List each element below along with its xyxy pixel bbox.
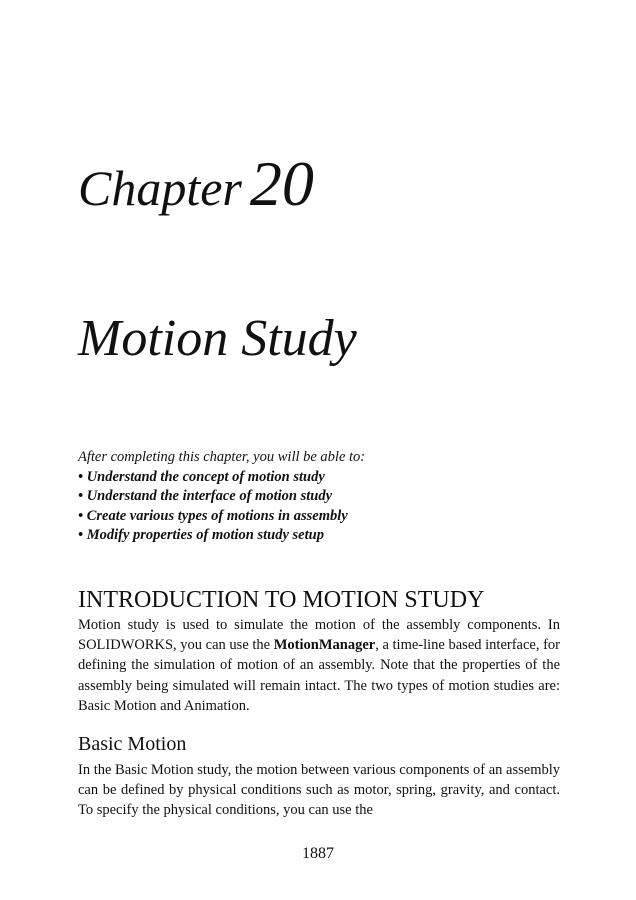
page-number: 1887 [302, 845, 334, 862]
objective-item: • Understand the interface of motion study [78, 488, 333, 504]
objective-item: • Create various types of motions in assembly [78, 507, 348, 524]
objectives-list [78, 468, 568, 546]
intro-paragraph-text-start: Motion study is used to simulate the motion of the assembly components. In SOLIDWORKS, you can use the [78, 617, 560, 654]
objective-item: • Understand the concept of motion study [78, 468, 325, 485]
chapter-label: Chapter [78, 160, 242, 216]
basic-motion-paragraph: In the Basic Motion study, the motion between various components of an assembly can be defined by physical conditions such as motor, spring, gravity, and contact. To specify the physical conditions, you can use the [78, 762, 560, 819]
chapter-heading [78, 148, 314, 219]
intro-paragraph [78, 615, 560, 716]
intro-paragraph-text-end: , a time-line based interface, for defining the simulation of motion of an assembly. Note that the properties of the assembly being simulated will remain intact. The two types of motion studies are: Basic Motion and Animation. [78, 637, 561, 714]
section-heading-introduction: INTRODUCTION TO MOTION STUDY [78, 587, 485, 613]
objectives-intro: After completing this chapter, you will be able to: [78, 449, 366, 465]
objective-item: • Modify properties of motion study setup [78, 527, 324, 543]
subsection-heading-basic-motion: Basic Motion [78, 733, 187, 755]
chapter-number: 20 [249, 148, 314, 219]
chapter-objectives [78, 448, 568, 546]
motionmanager-term: MotionManager [273, 637, 376, 654]
chapter-title: Motion Study [78, 310, 357, 367]
